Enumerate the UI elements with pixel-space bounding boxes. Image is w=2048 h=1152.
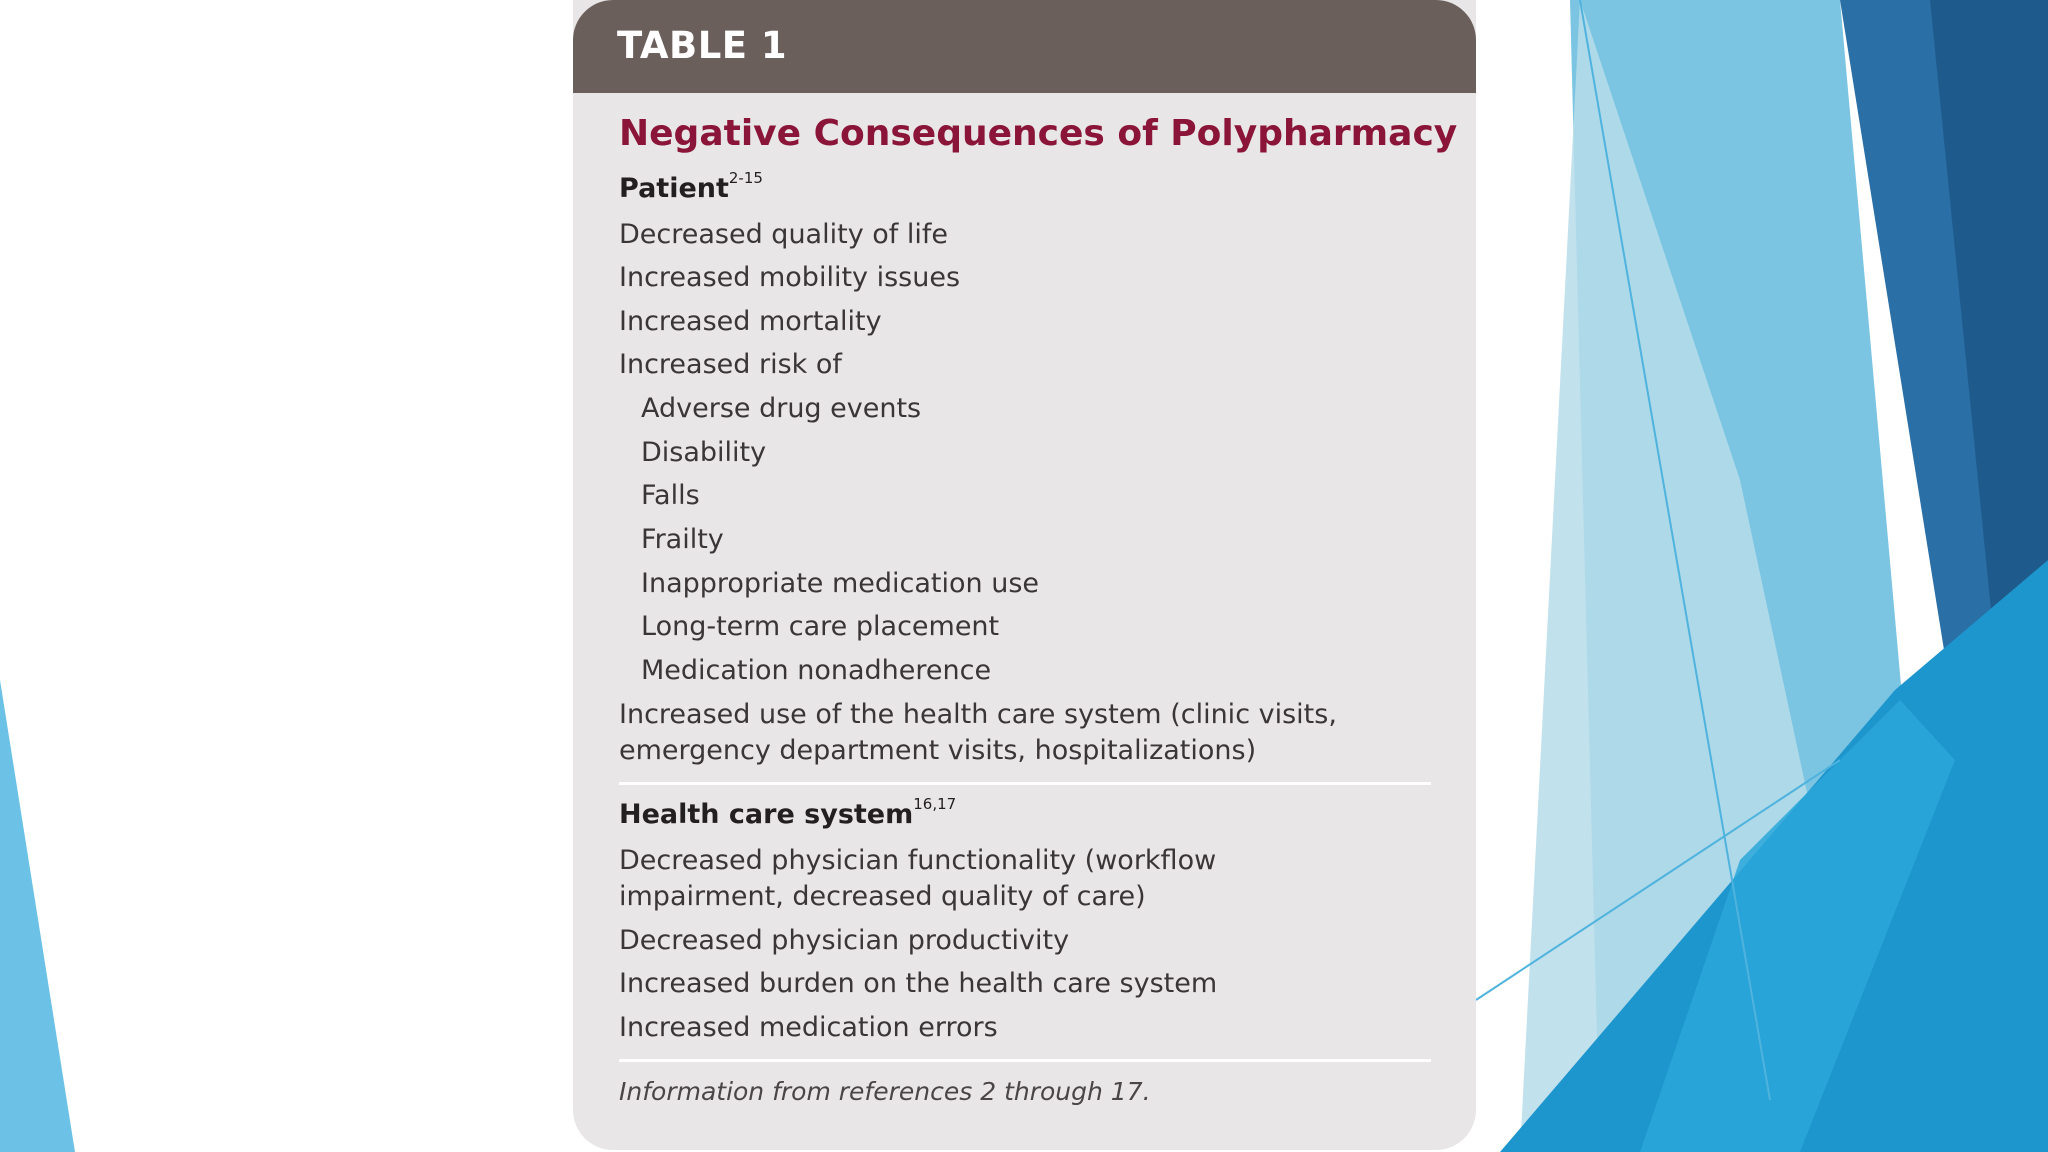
list-item: Increased mortality — [619, 306, 882, 337]
section-heading-text: Health care system — [619, 799, 914, 830]
section-heading-refs: 16,17 — [913, 795, 957, 813]
list-item: Increased burden on the health care system — [619, 968, 1218, 999]
list-item: Increased use of the health care system (clinic visits, — [619, 699, 1337, 730]
section-divider — [619, 782, 1431, 785]
table-label: TABLE 1 — [617, 24, 788, 67]
list-item: Decreased physician functionality (workflow — [619, 845, 1217, 876]
section-heading-health-care-system — [619, 795, 957, 830]
table-title: Negative Consequences of Polypharmacy — [619, 113, 1458, 154]
list-item: impairment, decreased quality of care) — [619, 881, 1146, 912]
table-footnote: Information from references 2 through 17. — [619, 1077, 1151, 1106]
list-item: Increased medication errors — [619, 1012, 998, 1043]
list-item: Increased risk of — [619, 349, 842, 380]
table-header — [573, 0, 1476, 93]
section-heading-refs: 2-15 — [728, 169, 763, 187]
list-item: Decreased quality of life — [619, 219, 948, 250]
table-card — [573, 0, 1476, 1150]
list-item: Adverse drug events — [641, 393, 922, 424]
section-heading-text: Patient — [619, 173, 729, 204]
list-item: Falls — [641, 480, 700, 511]
list-item: Decreased physician productivity — [619, 925, 1070, 956]
list-item: Long-term care placement — [641, 611, 1000, 642]
section-divider — [619, 1059, 1431, 1062]
section-heading-patient — [619, 169, 763, 204]
list-item: emergency department visits, hospitalizations) — [619, 735, 1257, 766]
list-item: Increased mobility issues — [619, 262, 961, 293]
left-accent-shape — [0, 680, 75, 1152]
list-item: Frailty — [641, 524, 724, 555]
list-item: Medication nonadherence — [641, 655, 992, 686]
list-item: Disability — [641, 437, 767, 468]
list-item: Inappropriate medication use — [641, 568, 1040, 599]
